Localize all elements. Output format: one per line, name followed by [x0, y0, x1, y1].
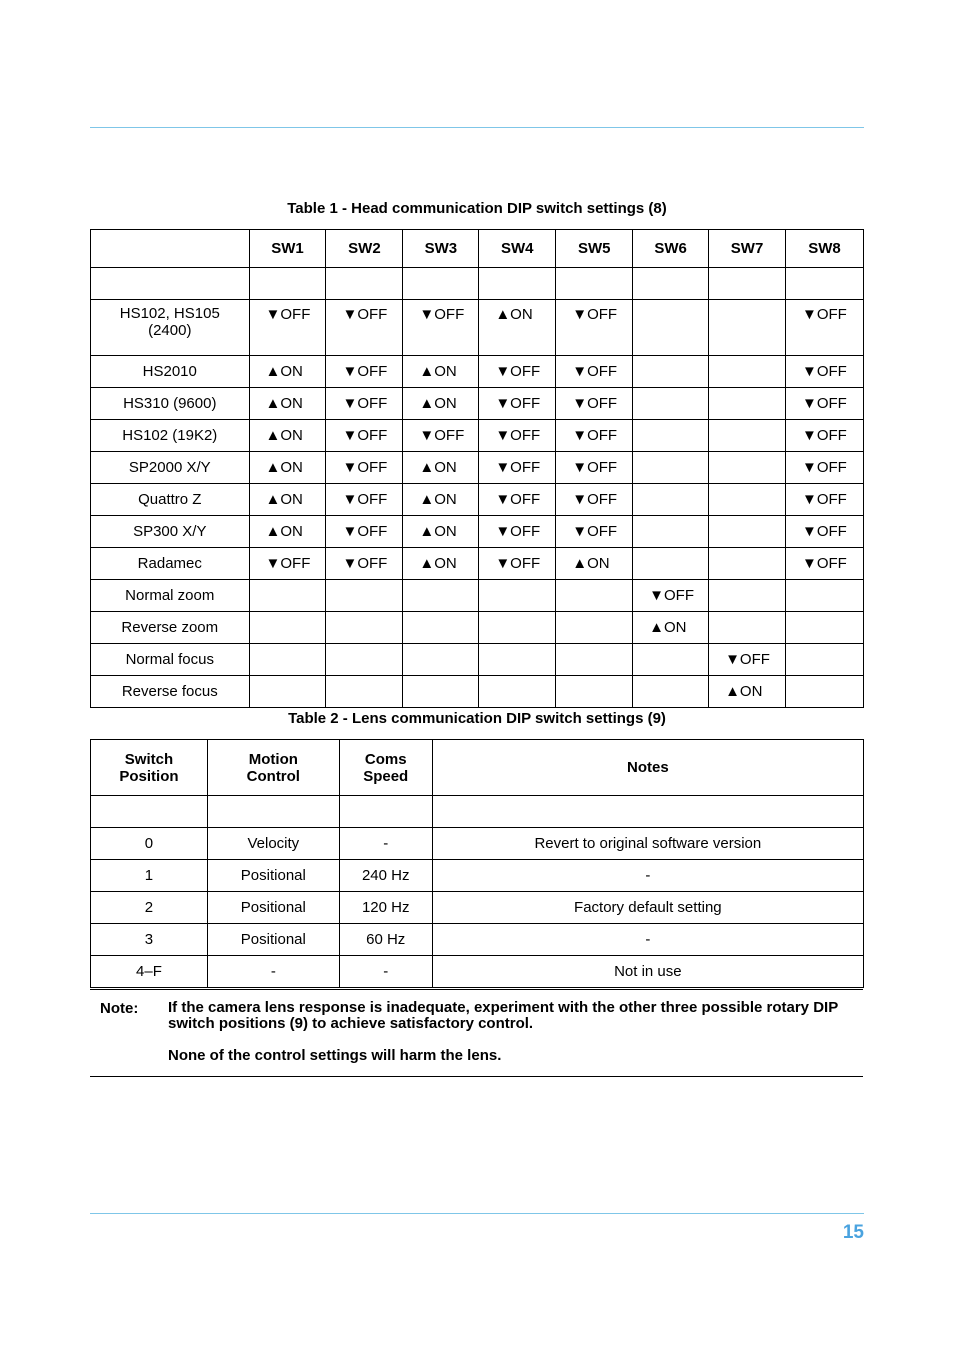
table2-cell: 60 Hz — [339, 924, 432, 956]
switch-setting-cell: ▲ON — [249, 452, 326, 484]
table2-caption: Table 2 - Lens communication DIP switch settings (9) — [288, 710, 666, 727]
switch-setting-cell: ▲ON — [249, 356, 326, 388]
table1-caption: Table 1 - Head communication DIP switch settings (8) — [287, 200, 667, 217]
table1-header-cell: SW7 — [709, 230, 786, 268]
switch-setting-cell: ▼OFF — [326, 516, 403, 548]
switch-setting-cell: ▲ON — [249, 484, 326, 516]
switch-setting-cell: ▼OFF — [326, 388, 403, 420]
table1-header-cell: SW4 — [479, 230, 556, 268]
table2-cell: Velocity — [207, 828, 339, 860]
switch-setting-cell — [633, 300, 709, 356]
switch-setting-cell: ▲ON — [403, 516, 479, 548]
table2-header-cell: Coms Speed — [339, 740, 432, 796]
switch-setting-cell: ▲ON — [479, 300, 556, 356]
header-rule — [90, 127, 864, 128]
table2-cell: Revert to original software version — [432, 828, 863, 860]
table-row — [91, 356, 864, 388]
table-row — [91, 924, 864, 956]
header-separator — [91, 268, 864, 300]
table-row — [91, 580, 864, 612]
table2-header-cell: Notes — [432, 740, 863, 796]
switch-setting-cell: ▼OFF — [326, 484, 403, 516]
switch-setting-cell: ▼OFF — [556, 452, 633, 484]
table-row — [91, 420, 864, 452]
switch-setting-cell: ▼OFF — [786, 452, 864, 484]
switch-setting-cell: ▲ON — [403, 548, 479, 580]
switch-setting-cell: ▲ON — [249, 420, 326, 452]
note-box — [90, 989, 863, 1077]
table-row — [91, 548, 864, 580]
table1-header-cell: SW2 — [326, 230, 403, 268]
switch-setting-cell: ▲ON — [633, 612, 709, 644]
table1-header-cell: SW8 — [786, 230, 864, 268]
switch-setting-cell — [709, 356, 786, 388]
switch-setting-cell: ▼OFF — [786, 388, 864, 420]
row-label: Normal zoom — [91, 580, 250, 612]
row-label: SP2000 X/Y — [91, 452, 250, 484]
switch-setting-cell — [633, 516, 709, 548]
table2-cell: - — [432, 924, 863, 956]
switch-setting-cell: ▼OFF — [326, 420, 403, 452]
switch-setting-cell — [326, 580, 403, 612]
switch-setting-cell: ▲ON — [403, 388, 479, 420]
row-label: HS102, HS105 (2400) — [91, 300, 250, 356]
row-label: Normal focus — [91, 644, 250, 676]
table1-header-cell: SW1 — [249, 230, 326, 268]
table2-cell: Factory default setting — [432, 892, 863, 924]
table1-header-cell: SW6 — [633, 230, 709, 268]
switch-setting-cell — [709, 580, 786, 612]
table2-cell: 120 Hz — [339, 892, 432, 924]
switch-setting-cell — [633, 356, 709, 388]
switch-setting-cell — [479, 580, 556, 612]
header-separator — [91, 796, 864, 828]
table-row — [91, 300, 864, 356]
table2-cell: Positional — [207, 892, 339, 924]
switch-setting-cell: ▼OFF — [709, 644, 786, 676]
switch-setting-cell — [479, 644, 556, 676]
switch-setting-cell: ▼OFF — [786, 548, 864, 580]
lens-dip-switch-table — [90, 739, 864, 988]
switch-setting-cell — [249, 580, 326, 612]
switch-setting-cell: ▼OFF — [786, 356, 864, 388]
switch-setting-cell: ▼OFF — [326, 300, 403, 356]
switch-setting-cell: ▼OFF — [403, 420, 479, 452]
switch-setting-cell: ▼OFF — [479, 356, 556, 388]
switch-setting-cell — [633, 420, 709, 452]
switch-setting-cell: ▼OFF — [786, 420, 864, 452]
table2-header-cell: Switch Position — [91, 740, 208, 796]
table2-cell: - — [432, 860, 863, 892]
row-label: Reverse focus — [91, 676, 250, 708]
switch-setting-cell: ▼OFF — [479, 484, 556, 516]
switch-setting-cell — [403, 644, 479, 676]
table2-cell: - — [339, 828, 432, 860]
table2-header-cell: Motion Control — [207, 740, 339, 796]
table2-cell: Positional — [207, 860, 339, 892]
switch-setting-cell: ▼OFF — [556, 420, 633, 452]
switch-setting-cell — [633, 452, 709, 484]
switch-setting-cell: ▲ON — [403, 356, 479, 388]
table-row — [91, 644, 864, 676]
table1-body — [91, 268, 864, 708]
table2-body — [91, 796, 864, 988]
switch-setting-cell: ▼OFF — [556, 516, 633, 548]
switch-setting-cell: ▼OFF — [556, 300, 633, 356]
row-label: Radamec — [91, 548, 250, 580]
switch-setting-cell — [709, 388, 786, 420]
switch-setting-cell — [556, 612, 633, 644]
table1-header-cell: SW5 — [556, 230, 633, 268]
switch-setting-cell: ▲ON — [709, 676, 786, 708]
switch-setting-cell — [249, 644, 326, 676]
head-dip-switch-table — [90, 229, 864, 708]
table2-cell: 240 Hz — [339, 860, 432, 892]
footer-rule — [90, 1213, 864, 1214]
switch-setting-cell: ▼OFF — [633, 580, 709, 612]
switch-setting-cell — [479, 676, 556, 708]
switch-setting-cell: ▼OFF — [556, 484, 633, 516]
table2-cell: Not in use — [432, 956, 863, 988]
switch-setting-cell — [556, 580, 633, 612]
table2-cell: 4–F — [91, 956, 208, 988]
table-row — [91, 892, 864, 924]
table1-header-cell: SW3 — [403, 230, 479, 268]
table1-header-cell — [91, 230, 250, 268]
switch-setting-cell — [326, 612, 403, 644]
switch-setting-cell — [709, 420, 786, 452]
table2-header-row — [91, 740, 864, 796]
row-label: HS310 (9600) — [91, 388, 250, 420]
table2-cell: 1 — [91, 860, 208, 892]
table-row — [91, 612, 864, 644]
table-row — [91, 516, 864, 548]
switch-setting-cell: ▼OFF — [479, 516, 556, 548]
switch-setting-cell — [633, 388, 709, 420]
switch-setting-cell: ▼OFF — [479, 452, 556, 484]
note-label: Note: — [100, 1000, 139, 1017]
page-number: 15 — [842, 1222, 864, 1243]
switch-setting-cell: ▼OFF — [786, 300, 864, 356]
switch-setting-cell — [709, 548, 786, 580]
switch-setting-cell: ▼OFF — [326, 452, 403, 484]
table2-cell: Positional — [207, 924, 339, 956]
switch-setting-cell: ▲ON — [403, 452, 479, 484]
switch-setting-cell: ▼OFF — [326, 548, 403, 580]
switch-setting-cell: ▲ON — [403, 484, 479, 516]
row-label: Quattro Z — [91, 484, 250, 516]
switch-setting-cell: ▼OFF — [479, 388, 556, 420]
table-row — [91, 860, 864, 892]
table2-cell: 3 — [91, 924, 208, 956]
switch-setting-cell — [403, 580, 479, 612]
switch-setting-cell — [709, 452, 786, 484]
switch-setting-cell — [633, 676, 709, 708]
switch-setting-cell: ▼OFF — [479, 420, 556, 452]
table2-cell: - — [207, 956, 339, 988]
table-row — [91, 828, 864, 860]
switch-setting-cell — [709, 612, 786, 644]
switch-setting-cell — [786, 612, 864, 644]
switch-setting-cell — [786, 644, 864, 676]
table-row — [91, 956, 864, 988]
switch-setting-cell: ▼OFF — [479, 548, 556, 580]
switch-setting-cell: ▼OFF — [403, 300, 479, 356]
switch-setting-cell: ▼OFF — [786, 516, 864, 548]
switch-setting-cell — [709, 300, 786, 356]
row-label: HS102 (19K2) — [91, 420, 250, 452]
switch-setting-cell — [709, 484, 786, 516]
switch-setting-cell — [403, 676, 479, 708]
switch-setting-cell — [633, 644, 709, 676]
switch-setting-cell: ▼OFF — [556, 388, 633, 420]
table1-header-row — [91, 230, 864, 268]
table-row — [91, 676, 864, 708]
note-text — [168, 1000, 858, 1064]
switch-setting-cell — [249, 676, 326, 708]
switch-setting-cell: ▼OFF — [786, 484, 864, 516]
switch-setting-cell: ▼OFF — [326, 356, 403, 388]
switch-setting-cell — [709, 516, 786, 548]
note-paragraph: If the camera lens response is inadequate, experiment with the other three possible rotary DIP switch positions (9) to achieve satisfactory control. — [168, 999, 838, 1032]
switch-setting-cell — [633, 548, 709, 580]
table2-cell: - — [339, 956, 432, 988]
switch-setting-cell — [479, 612, 556, 644]
row-label: SP300 X/Y — [91, 516, 250, 548]
table-row — [91, 484, 864, 516]
switch-setting-cell: ▼OFF — [249, 548, 326, 580]
row-label: Reverse zoom — [91, 612, 250, 644]
switch-setting-cell — [249, 612, 326, 644]
switch-setting-cell — [326, 676, 403, 708]
table-row — [91, 388, 864, 420]
switch-setting-cell: ▲ON — [249, 516, 326, 548]
switch-setting-cell — [403, 612, 479, 644]
switch-setting-cell — [786, 676, 864, 708]
table-row — [91, 452, 864, 484]
row-label: HS2010 — [91, 356, 250, 388]
table2-cell: 2 — [91, 892, 208, 924]
switch-setting-cell — [556, 644, 633, 676]
switch-setting-cell — [786, 580, 864, 612]
switch-setting-cell: ▼OFF — [249, 300, 326, 356]
switch-setting-cell: ▼OFF — [556, 356, 633, 388]
table2-cell: 0 — [91, 828, 208, 860]
switch-setting-cell: ▲ON — [556, 548, 633, 580]
switch-setting-cell: ▲ON — [249, 388, 326, 420]
note-paragraph: None of the control settings will harm the lens. — [168, 1047, 502, 1064]
switch-setting-cell — [556, 676, 633, 708]
switch-setting-cell — [633, 484, 709, 516]
switch-setting-cell — [326, 644, 403, 676]
